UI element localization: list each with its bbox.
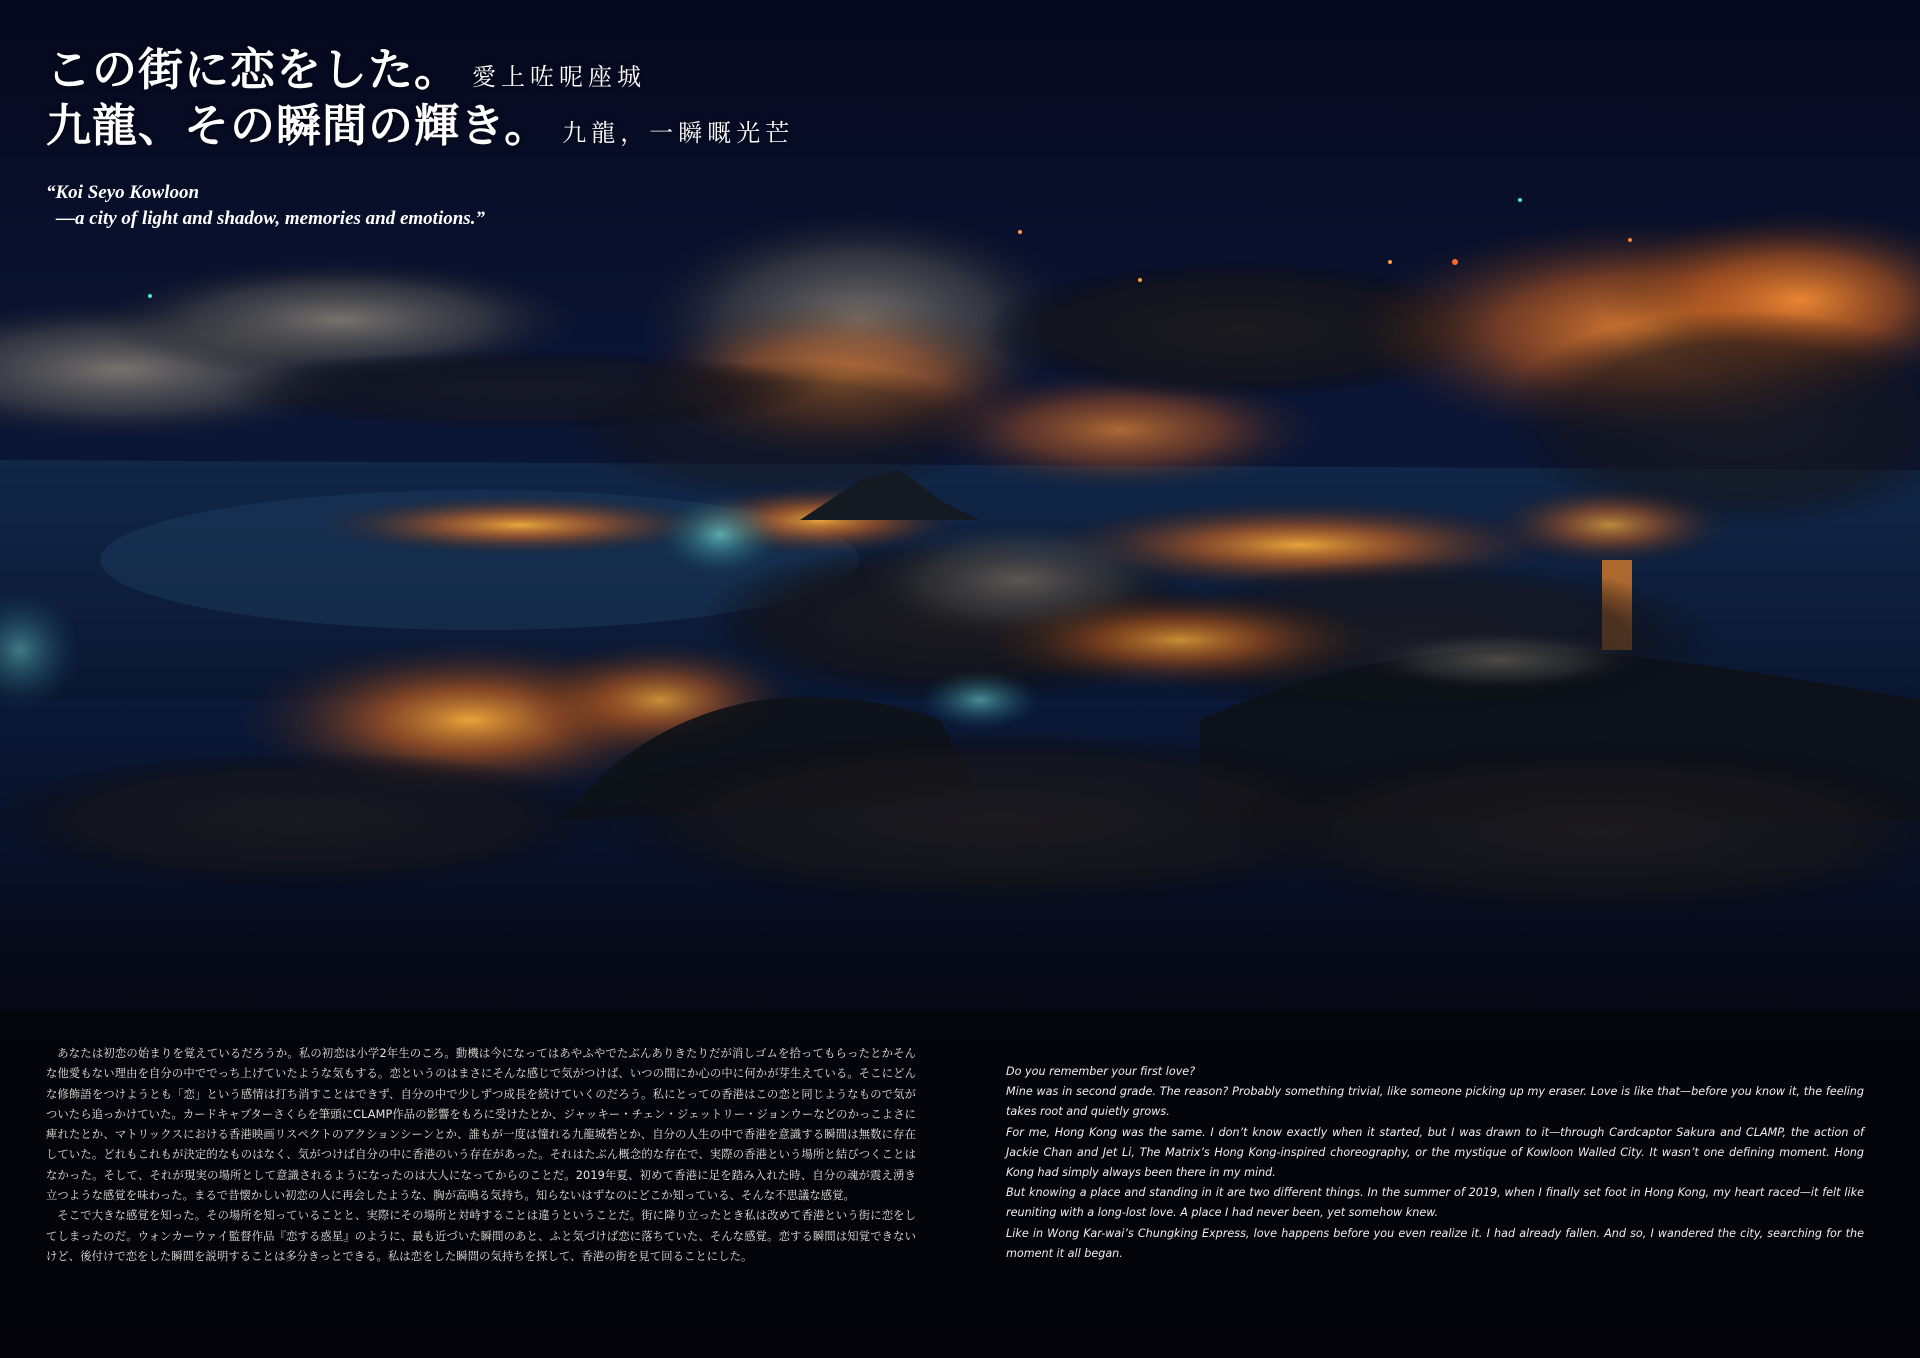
title-cn-line-1: 愛上咗呢座城 — [472, 63, 647, 91]
body-text-english — [1006, 1062, 1864, 1264]
title-cn-line-2: 九龍，一瞬嘅光芒 — [562, 119, 795, 147]
jp-paragraph-2: そこで大きな感覚を知った。その場所を知っていることと、実際にその場所と対峙することは違うということだ。街に降り立ったとき私は改めて香港という街に恋をしてしまったのだ。ウォンカーウァイ監督作品『恋する惑星』のように、最も近づいた瞬間のあと、ふと気づけば恋に落ちていた、そんな感覚。恋する瞬間は知覚できないけど、後付けで恋をした瞬間を説明することは多分きっとできる。私は恋をした瞬間の気持ちを探して、香港の街を見て回ることにした。 — [46, 1209, 916, 1263]
title-line-2 — [46, 98, 794, 154]
en-paragraph-2: Mine was in second grade. The reason? Probably something trivial, like someone picking up my eraser. Love is like that—before you know it, the feeling takes root and quietly grows. — [1006, 1085, 1864, 1119]
body-text-japanese — [46, 1044, 916, 1267]
en-paragraph-5: Like in Wong Kar-wai’s Chungking Express, love happens before you even realize it. I had already fallen. And so, I wandered the city, searching for the moment it all began. — [1006, 1226, 1864, 1260]
en-paragraph-1: Do you remember your first love? — [1006, 1065, 1196, 1078]
jp-paragraph-1: あなたは初恋の始まりを覚えているだろうか。私の初恋は小学2年生のころ。動機は今になってはあやふやでたぶんありきたりだが消しゴムを拾ってもらったとかそんな他愛もない理由を自分の中ででっち上げていたような気もする。恋というのはまさにそんな感じで気がつけば、いつの間にか心の中に何かが芽生えている。そこにどんな修飾語をつけようとも「恋」という感情は打ち消すことはできず、自分の中で少しずつ成長を続けていくのだろう。私にとっての香港はこの恋と同じようなもので気がついたら追っかけていた。カードキャプターさくらを筆頭にCLAMP作品の影響をもろに受けたとか、ジャッキー・チェン・ジェットリー・ジョンウーなどのかっこよさに痺れたとか、マトリックスにおける香港映画リスペクトのアクションシーンとか、誰もが一度は憧れる九龍城砦とか、自分の人生の中で香港を意識する瞬間は無数に存在していた。どれもこれもが決定的なものはなく、気がつけば自分の中に香港のいう存在があった。それはたぶん概念的な存在で、実際の香港という場所と結びつくことはなかった。そして、それが現実の場所として意識されるようになったのは大人になってからのことだ。2019年夏、初めて香港に足を踏み入れた時、自分の魂が震え湧き立つような感覚を味わった。まるで昔懐かしい初恋の人に再会したような、胸が高鳴る気持ち。知らないはずなのにどこか知っている、そんな不思議な感覚。 — [46, 1047, 916, 1203]
en-paragraph-4: But knowing a place and standing in it are two different things. In the summer of 2019, when I finally set foot in Hong Kong, my heart raced—it felt like reuniting with a long-lost love. A place I had never been, yet somehow knew. — [1006, 1186, 1864, 1220]
en-paragraph-3: For me, Hong Kong was the same. I don’t know exactly when it started, but I was drawn to it—through Cardcaptor Sakura and CLAMP, the action of Jackie Chan and Jet Li, The Matrix’s Hong Kong-inspired choreography, or the mystique of Kowloon Walled City. It wasn’t one defining moment. Hong Kong had simply always been there in my mind. — [1006, 1125, 1864, 1180]
title-line-1 — [46, 42, 794, 98]
title-jp-line-1: この街に恋をした。 — [46, 43, 461, 96]
title-block — [46, 42, 794, 154]
tagline — [46, 180, 485, 232]
tagline-line-2: —a city of light and shadow, memories and emotions.” — [56, 208, 485, 229]
title-jp-line-2: 九龍、その瞬間の輝き。 — [46, 99, 551, 152]
tagline-line-1: “Koi Seyo Kowloon — [46, 182, 200, 203]
